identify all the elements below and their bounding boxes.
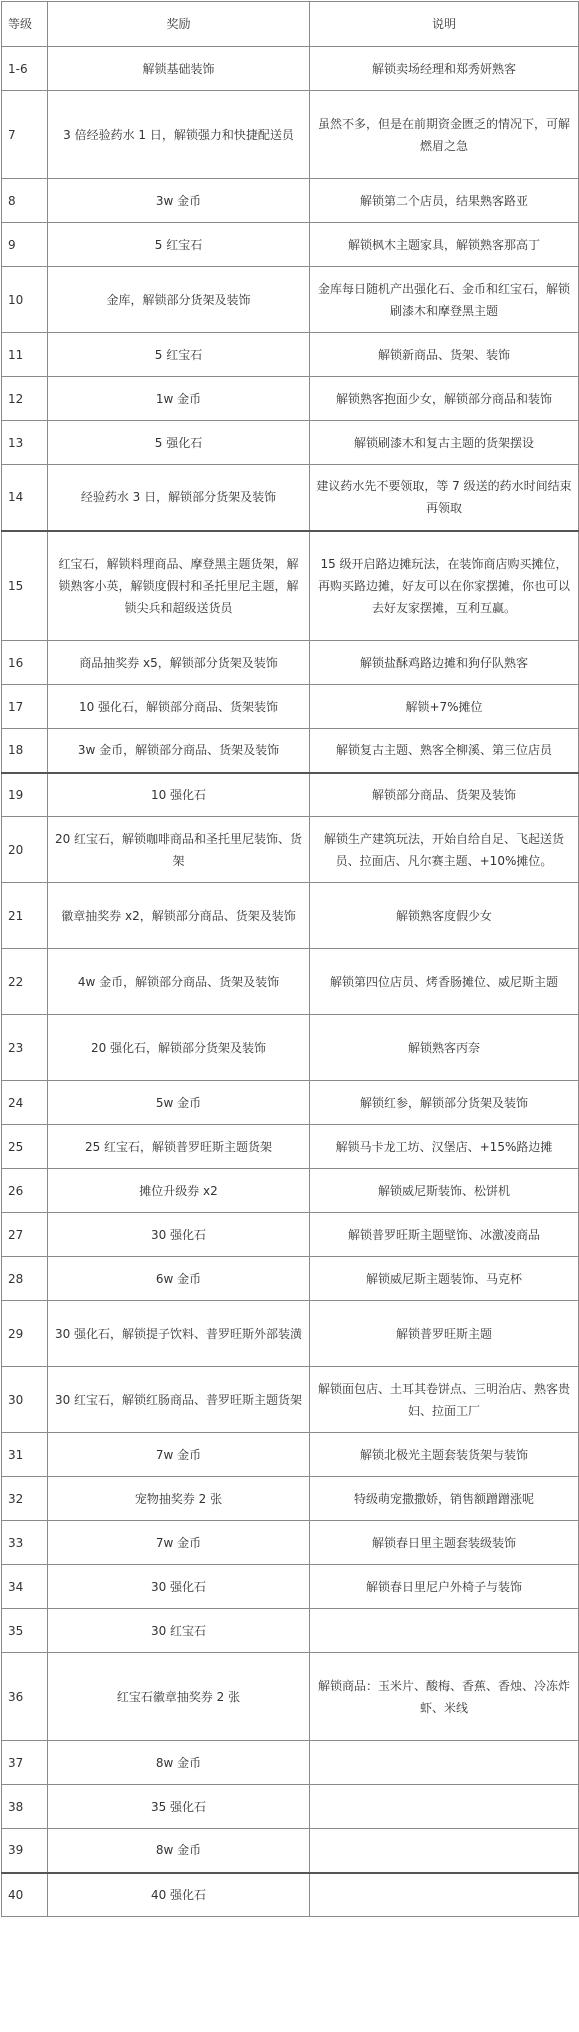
reward-cell: 5 红宝石 (48, 223, 310, 267)
table-row (2, 641, 579, 685)
desc-cell (310, 1609, 579, 1653)
desc-cell: 解锁生产建筑玩法，开始自给自足、飞起送货员、拉面店、凡尔赛主题、+10%摊位。 (310, 817, 579, 883)
table-row (2, 1477, 579, 1521)
desc-cell: 解锁商品：玉米片、酸梅、香蕉、香烛、冷冻炸虾、米线 (310, 1653, 579, 1741)
level-rewards-table (1, 1, 579, 1917)
level-cell: 9 (2, 223, 48, 267)
reward-cell: 10 强化石，解锁部分商品、货架装饰 (48, 685, 310, 729)
desc-cell: 解锁红参，解锁部分货架及装饰 (310, 1081, 579, 1125)
table-row (2, 883, 579, 949)
table-row (2, 223, 579, 267)
desc-cell (310, 1873, 579, 1917)
desc-cell: 解锁复古主题、熟客全柳溪、第三位店员 (310, 729, 579, 773)
level-cell: 23 (2, 1015, 48, 1081)
level-cell: 15 (2, 531, 48, 641)
table-row (2, 1653, 579, 1741)
desc-cell: 解锁盐酥鸡路边摊和狗仔队熟客 (310, 641, 579, 685)
table-row (2, 1741, 579, 1785)
reward-cell: 20 红宝石，解锁咖啡商品和圣托里尼装饰、货架 (48, 817, 310, 883)
reward-cell: 30 红宝石，解锁红肠商品、普罗旺斯主题货架 (48, 1367, 310, 1433)
table-row (2, 773, 579, 817)
desc-cell: 解锁熟客抱面少女，解锁部分商品和装饰 (310, 377, 579, 421)
table-row (2, 1433, 579, 1477)
desc-cell: 金库每日随机产出强化石、金币和红宝石，解锁刷漆木和摩登黑主题 (310, 267, 579, 333)
desc-cell: 解锁普罗旺斯主题壁饰、冰激凌商品 (310, 1213, 579, 1257)
table-row (2, 1015, 579, 1081)
level-cell: 11 (2, 333, 48, 377)
desc-cell: 解锁新商品、货架、装饰 (310, 333, 579, 377)
level-cell: 7 (2, 91, 48, 179)
reward-cell: 7w 金币 (48, 1433, 310, 1477)
level-cell: 30 (2, 1367, 48, 1433)
level-cell: 26 (2, 1169, 48, 1213)
level-cell: 22 (2, 949, 48, 1015)
level-cell: 10 (2, 267, 48, 333)
desc-cell: 虽然不多，但是在前期资金匮乏的情况下，可解燃眉之急 (310, 91, 579, 179)
reward-cell: 经验药水 3 日，解锁部分货架及装饰 (48, 465, 310, 531)
table-row (2, 1521, 579, 1565)
level-cell: 28 (2, 1257, 48, 1301)
reward-cell: 金库，解锁部分货架及装饰 (48, 267, 310, 333)
level-cell: 24 (2, 1081, 48, 1125)
level-cell: 25 (2, 1125, 48, 1169)
level-cell: 32 (2, 1477, 48, 1521)
reward-cell: 40 强化石 (48, 1873, 310, 1917)
reward-cell: 6w 金币 (48, 1257, 310, 1301)
level-cell: 17 (2, 685, 48, 729)
reward-cell: 商品抽奖券 x5，解锁部分货架及装饰 (48, 641, 310, 685)
table-body (2, 47, 579, 1917)
reward-cell: 解锁基础装饰 (48, 47, 310, 91)
desc-cell: 解锁面包店、土耳其卷饼点、三明治店、熟客贵妇、拉面工厂 (310, 1367, 579, 1433)
level-cell: 35 (2, 1609, 48, 1653)
table-row (2, 1829, 579, 1873)
reward-cell: 35 强化石 (48, 1785, 310, 1829)
level-cell: 12 (2, 377, 48, 421)
level-cell: 16 (2, 641, 48, 685)
header-desc: 说明 (310, 2, 579, 47)
table-row (2, 1213, 579, 1257)
reward-cell: 5 强化石 (48, 421, 310, 465)
reward-cell: 宠物抽奖券 2 张 (48, 1477, 310, 1521)
level-cell: 13 (2, 421, 48, 465)
table-row (2, 1125, 579, 1169)
reward-cell: 红宝石徽章抽奖券 2 张 (48, 1653, 310, 1741)
level-cell: 19 (2, 773, 48, 817)
table-row (2, 1565, 579, 1609)
table-row (2, 1301, 579, 1367)
reward-cell: 1w 金币 (48, 377, 310, 421)
level-cell: 18 (2, 729, 48, 773)
reward-cell: 红宝石，解锁料理商品、摩登黑主题货架，解锁熟客小英，解锁度假村和圣托里尼主题，解锁尖兵和超级送货员 (48, 531, 310, 641)
header-reward: 奖励 (48, 2, 310, 47)
table-row (2, 685, 579, 729)
desc-cell: 解锁第二个店员，结果熟客路亚 (310, 179, 579, 223)
level-cell: 1-6 (2, 47, 48, 91)
level-cell: 31 (2, 1433, 48, 1477)
desc-cell: 解锁部分商品、货架及装饰 (310, 773, 579, 817)
desc-cell: 15 级开启路边摊玩法，在装饰商店购买摊位，再购买路边摊，好友可以在你家摆摊，你也可以去好友家摆摊，互利互赢。 (310, 531, 579, 641)
table-row (2, 267, 579, 333)
table-row (2, 1257, 579, 1301)
table-row (2, 377, 579, 421)
level-cell: 27 (2, 1213, 48, 1257)
reward-cell: 30 强化石 (48, 1565, 310, 1609)
table-row (2, 47, 579, 91)
table-row (2, 91, 579, 179)
reward-cell: 20 强化石，解锁部分货架及装饰 (48, 1015, 310, 1081)
reward-cell: 5 红宝石 (48, 333, 310, 377)
reward-cell: 7w 金币 (48, 1521, 310, 1565)
reward-cell: 10 强化石 (48, 773, 310, 817)
table-row (2, 179, 579, 223)
desc-cell: 解锁普罗旺斯主题 (310, 1301, 579, 1367)
desc-cell: 解锁刷漆木和复古主题的货架摆设 (310, 421, 579, 465)
table-header-row (2, 2, 579, 47)
desc-cell: 解锁威尼斯装饰、松饼机 (310, 1169, 579, 1213)
table-row (2, 949, 579, 1015)
reward-cell: 5w 金币 (48, 1081, 310, 1125)
desc-cell: 解锁春日里尼户外椅子与装饰 (310, 1565, 579, 1609)
level-cell: 37 (2, 1741, 48, 1785)
level-cell: 34 (2, 1565, 48, 1609)
reward-cell: 30 红宝石 (48, 1609, 310, 1653)
desc-cell: 解锁第四位店员、烤香肠摊位、威尼斯主题 (310, 949, 579, 1015)
reward-cell: 徽章抽奖券 x2，解锁部分商品、货架及装饰 (48, 883, 310, 949)
table-row (2, 333, 579, 377)
reward-cell: 30 强化石 (48, 1213, 310, 1257)
table-row (2, 465, 579, 531)
reward-cell: 摊位升级券 x2 (48, 1169, 310, 1213)
table-row (2, 1367, 579, 1433)
desc-cell: 特级萌宠撒撒娇，销售额蹭蹭涨呢 (310, 1477, 579, 1521)
table-row (2, 1873, 579, 1917)
level-cell: 14 (2, 465, 48, 531)
level-cell: 20 (2, 817, 48, 883)
level-cell: 21 (2, 883, 48, 949)
reward-cell: 30 强化石，解锁提子饮料、普罗旺斯外部装潢 (48, 1301, 310, 1367)
level-cell: 8 (2, 179, 48, 223)
reward-cell: 3w 金币，解锁部分商品、货架及装饰 (48, 729, 310, 773)
level-cell: 40 (2, 1873, 48, 1917)
desc-cell: 解锁卖场经理和郑秀妍熟客 (310, 47, 579, 91)
table-row (2, 817, 579, 883)
level-cell: 36 (2, 1653, 48, 1741)
table-row (2, 531, 579, 641)
table-row (2, 1609, 579, 1653)
desc-cell: 解锁威尼斯主题装饰、马克杯 (310, 1257, 579, 1301)
level-cell: 38 (2, 1785, 48, 1829)
reward-cell: 3w 金币 (48, 179, 310, 223)
reward-cell: 8w 金币 (48, 1741, 310, 1785)
reward-cell: 8w 金币 (48, 1829, 310, 1873)
header-level: 等级 (2, 2, 48, 47)
table-row (2, 1081, 579, 1125)
desc-cell: 建议药水先不要领取，等 7 级送的药水时间结束再领取 (310, 465, 579, 531)
table-row (2, 1785, 579, 1829)
desc-cell: 解锁熟客丙奈 (310, 1015, 579, 1081)
level-cell: 39 (2, 1829, 48, 1873)
reward-cell: 4w 金币，解锁部分商品、货架及装饰 (48, 949, 310, 1015)
desc-cell (310, 1785, 579, 1829)
desc-cell (310, 1741, 579, 1785)
reward-cell: 3 倍经验药水 1 日，解锁强力和快捷配送员 (48, 91, 310, 179)
desc-cell (310, 1829, 579, 1873)
level-cell: 33 (2, 1521, 48, 1565)
table-row (2, 1169, 579, 1213)
table-row (2, 421, 579, 465)
level-cell: 29 (2, 1301, 48, 1367)
desc-cell: 解锁北极光主题套装货架与装饰 (310, 1433, 579, 1477)
reward-cell: 25 红宝石，解锁普罗旺斯主题货架 (48, 1125, 310, 1169)
table-row (2, 729, 579, 773)
desc-cell: 解锁春日里主题套装级装饰 (310, 1521, 579, 1565)
desc-cell: 解锁枫木主题家具，解锁熟客那高丁 (310, 223, 579, 267)
desc-cell: 解锁熟客度假少女 (310, 883, 579, 949)
desc-cell: 解锁马卡龙工坊、汉堡店、+15%路边摊 (310, 1125, 579, 1169)
desc-cell: 解锁+7%摊位 (310, 685, 579, 729)
